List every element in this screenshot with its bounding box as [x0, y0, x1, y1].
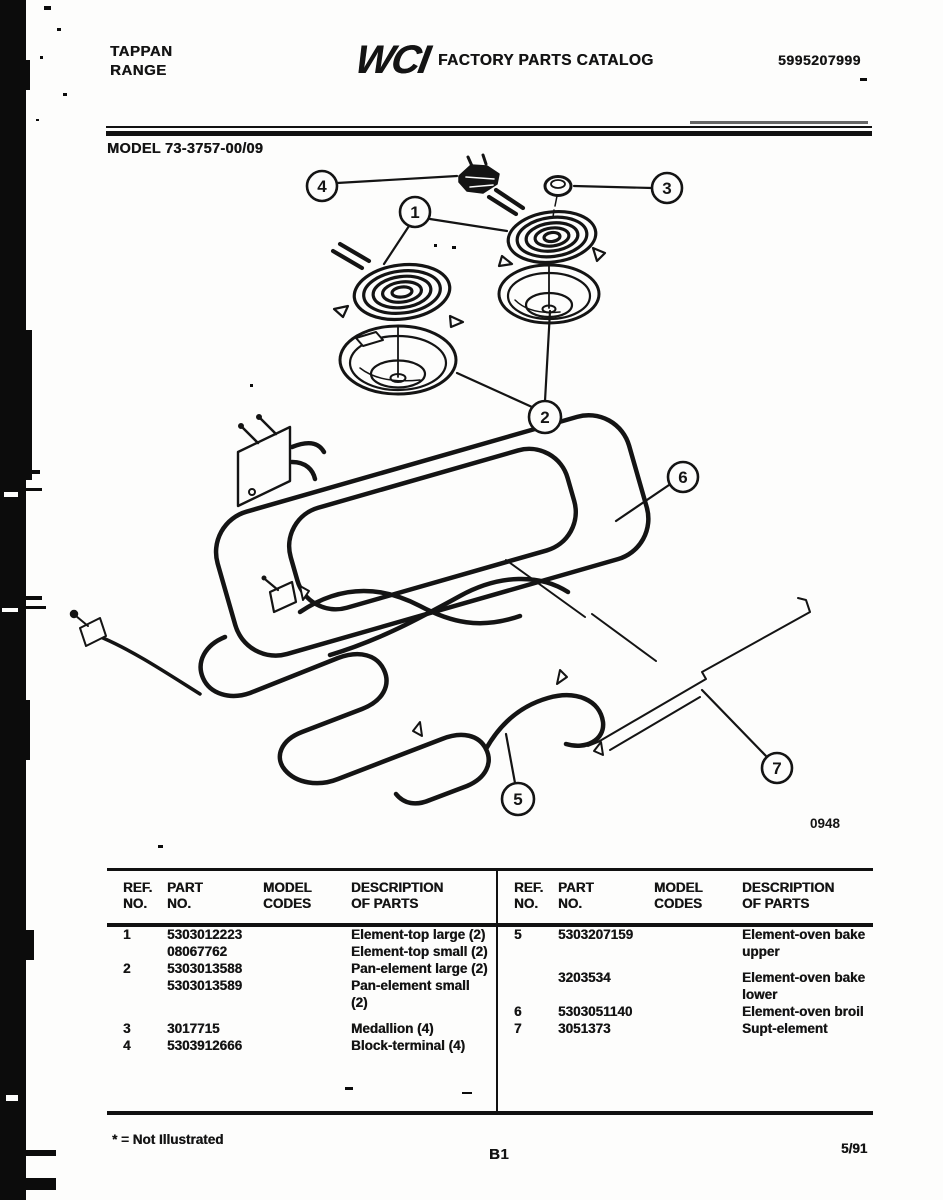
- table-row: 3 3017715 Medallion (4): [123, 1021, 434, 1036]
- publication-number: 5995207999: [778, 52, 861, 68]
- table-row: lower: [742, 987, 778, 1002]
- col-ref: REF.: [514, 880, 544, 895]
- callout-5-number: 5: [513, 790, 523, 809]
- brand-line-2: RANGE: [110, 62, 167, 79]
- callout-1: [400, 197, 430, 227]
- table-row: 1 5303012223 Element-top large (2): [123, 927, 486, 942]
- table-body-left: [123, 912, 496, 1054]
- table-row: (2): [351, 995, 368, 1010]
- table-body-right: [514, 912, 873, 1037]
- col-codes: MODEL: [263, 880, 312, 895]
- callout-1-number: 1: [410, 203, 420, 222]
- callout-2-number: 2: [540, 408, 550, 427]
- col-codes: MODEL: [654, 880, 703, 895]
- support-element: [506, 560, 810, 750]
- col-desc: DESCRIPTION: [742, 880, 835, 895]
- callout-2: [529, 401, 561, 433]
- callout-leader-lines: [337, 176, 766, 783]
- broil-element: [72, 586, 603, 803]
- drip-pan-left: [340, 326, 456, 394]
- callout-3-number: 3: [662, 179, 672, 198]
- col-part: PART: [167, 880, 203, 895]
- table-row: 4 5303912666 Block-terminal (4): [123, 1038, 466, 1053]
- col-desc: DESCRIPTION: [351, 880, 444, 895]
- table-row: 5 5303207159 Element-oven bake: [514, 927, 866, 942]
- table-row: 5303013589 Pan-element small: [167, 978, 470, 993]
- model-number: MODEL 73-3757-00/09: [107, 141, 264, 157]
- table-row: 6 5303051140 Element-oven broil: [514, 1004, 864, 1019]
- catalog-title: FACTORY PARTS CATALOG: [438, 52, 654, 69]
- bake-element: [206, 405, 658, 665]
- callout-4: [307, 171, 337, 201]
- surface-coil-left: [351, 259, 453, 324]
- callout-6: [668, 462, 698, 492]
- callout-5: [502, 783, 534, 815]
- not-illustrated-note: * = Not Illustrated: [112, 1132, 224, 1147]
- wci-logo: WCI: [352, 38, 432, 82]
- terminal-block-part: [459, 155, 499, 193]
- table-row: 7 3051373 Supt-element: [514, 1021, 828, 1036]
- parts-table-right: [498, 871, 873, 1111]
- figure-number: 0948: [810, 816, 841, 831]
- col-part: PART: [558, 880, 594, 895]
- parts-table-left: [107, 871, 496, 1111]
- parts-table: [107, 868, 873, 1115]
- broil-mounting-tabs: [300, 586, 603, 755]
- callout-7-number: 7: [772, 759, 782, 778]
- page-number: B1: [489, 1146, 510, 1163]
- table-row: upper: [742, 944, 780, 959]
- table-row: 3203534 Element-oven bake: [558, 970, 866, 985]
- surface-coil-right: [505, 207, 598, 267]
- callout-3: [652, 173, 682, 203]
- callout-6-number: 6: [678, 468, 688, 487]
- callout-7: [762, 753, 792, 783]
- callout-4-number: 4: [317, 177, 327, 196]
- table-row: 2 5303013588 Pan-element large (2): [123, 961, 488, 976]
- table-row: 08067762 Element-top small (2): [167, 944, 488, 959]
- table-header-right: REF. NO. PART NO. MODEL CODES DESCRIPTION OF PARTS: [514, 871, 873, 912]
- brand-line-1: TAPPAN: [110, 43, 173, 60]
- table-header-left: REF. NO. PART NO. MODEL CODES DESCRIPTION OF PARTS: [123, 871, 496, 912]
- col-ref: REF.: [123, 880, 153, 895]
- issue-date: 5/91: [841, 1141, 868, 1156]
